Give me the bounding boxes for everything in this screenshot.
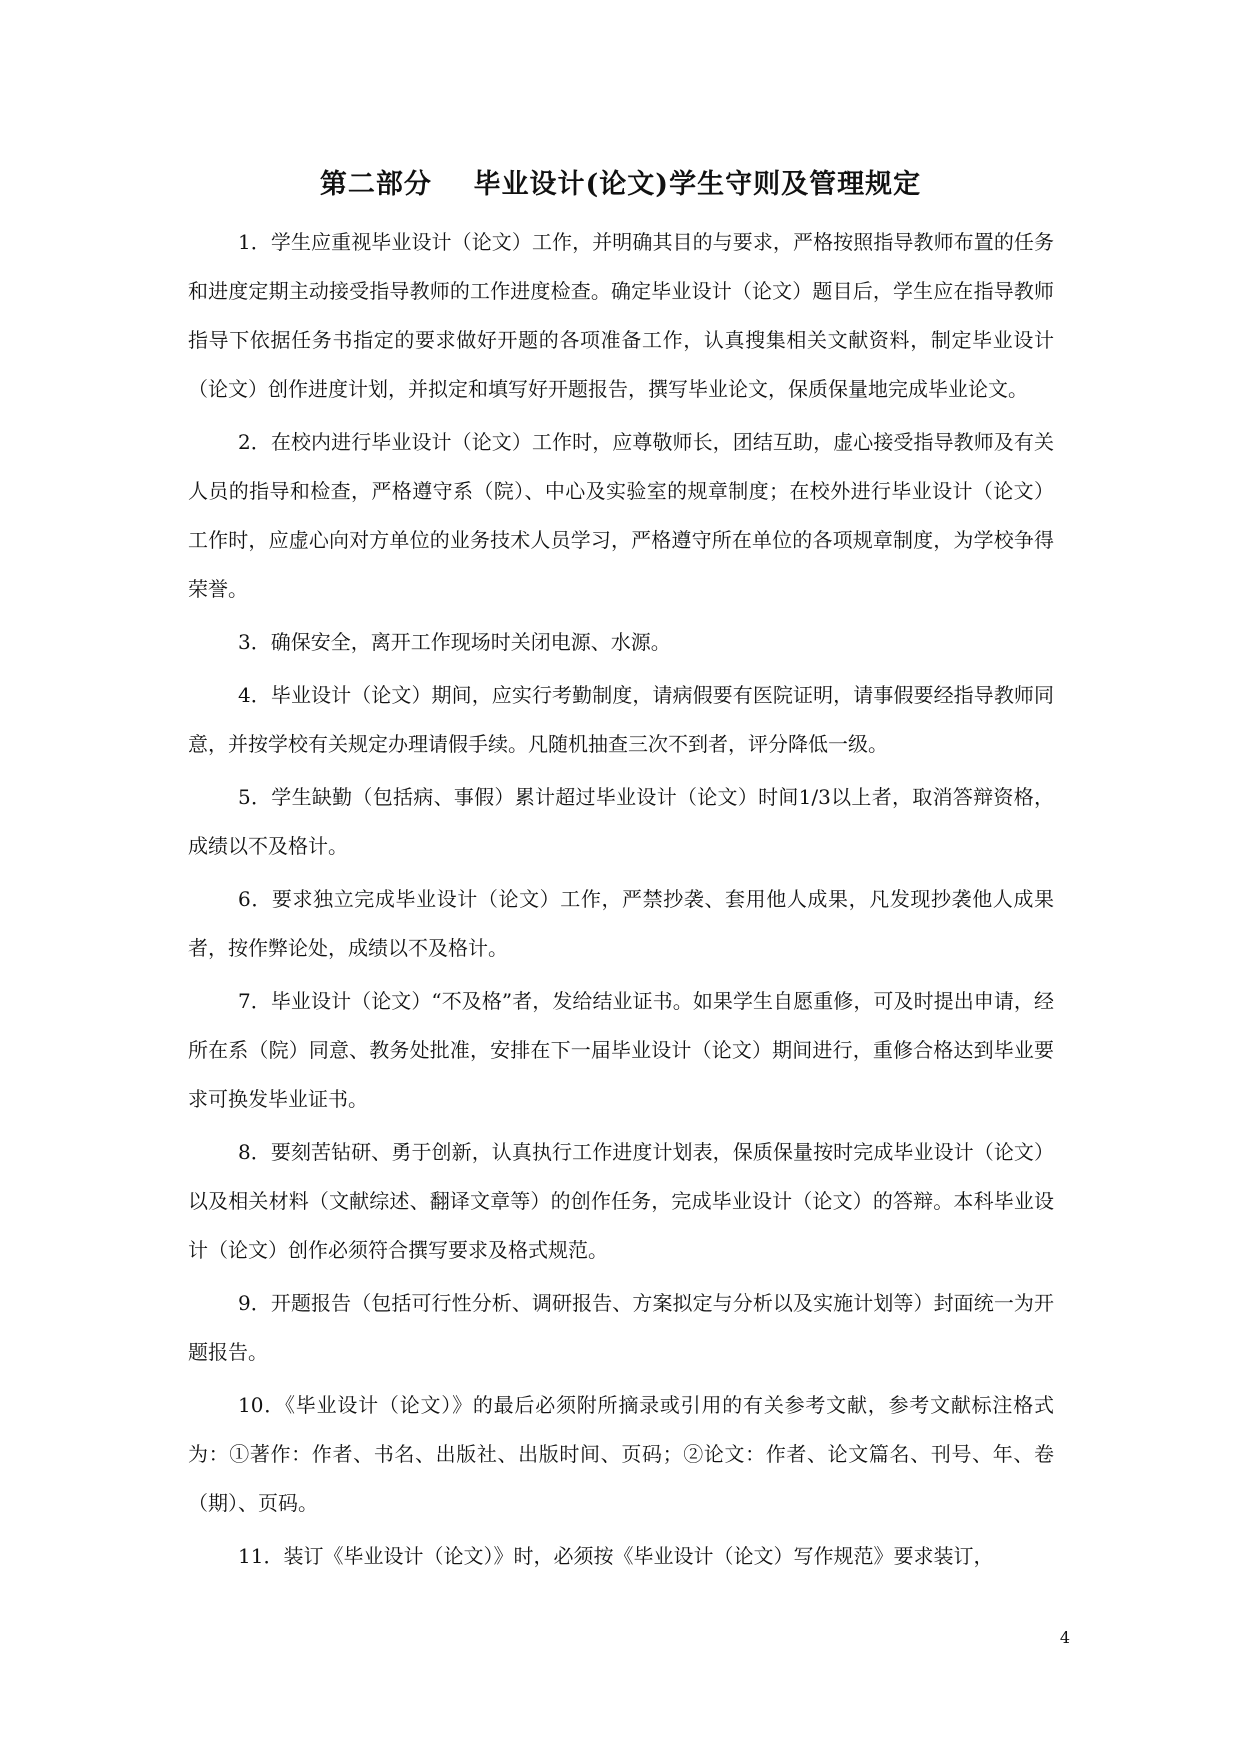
page-title: 第二部分 毕业设计(论文)学生守则及管理规定 <box>319 169 922 200</box>
rule-paragraph-11: 11．装订《毕业设计（论文）》时，必须按《毕业设计（论文）写作规范》要求装订， <box>238 1544 994 1568</box>
page-number: 4 <box>1059 1628 1070 1647</box>
rule-paragraph-5: 5．学生缺勤（包括病、事假）累计超过毕业设计（论文）时间1/3以上者，取消答辩资格，成绩以不及格计。 <box>188 785 1054 858</box>
rule-paragraph-9: 9．开题报告（包括可行性分析、调研报告、方案拟定与分析以及实施计划等）封面统一为开题报告。 <box>188 1291 1054 1364</box>
rule-paragraph-2: 2．在校内进行毕业设计（论文）工作时，应尊敬师长，团结互助，虚心接受指导教师及有关人员的指导和检查，严格遵守系（院）、中心及实验室的规章制度；在校外进行毕业设计（论文）工作时，应虚心向对方单位的业务技术人员学习，严格遵守所在单位的各项规章制度，为学校争得荣誉。 <box>188 430 1054 601</box>
rule-paragraph-3: 3．确保安全，离开工作现场时关闭电源、水源。 <box>238 630 671 654</box>
rule-paragraph-1: 1．学生应重视毕业设计（论文）工作，并明确其目的与要求，严格按照指导教师布置的任务和进度定期主动接受指导教师的工作进度检查。确定毕业设计（论文）题目后，学生应在指导教师指导下依据任务书指定的要求做好开题的各项准备工作，认真搜集相关文献资料，制定毕业设计（论文）创作进度计划，并拟定和填写好开题报告，撰写毕业论文，保质保量地完成毕业论文。 <box>188 230 1054 401</box>
rules-body <box>188 218 1054 1585</box>
rule-paragraph-8: 8．要刻苦钻研、勇于创新，认真执行工作进度计划表，保质保量按时完成毕业设计（论文）以及相关材料（文献综述、翻译文章等）的创作任务，完成毕业设计（论文）的答辩。本科毕业设计（论文）创作必须符合撰写要求及格式规范。 <box>188 1140 1054 1262</box>
rule-paragraph-10: 10．《毕业设计（论文）》的最后必须附所摘录或引用的有关参考文献，参考文献标注格式为：①著作：作者、书名、出版社、出版时间、页码；②论文：作者、论文篇名、刊号、年、卷（期）、页码。 <box>188 1393 1054 1515</box>
rule-paragraph-6: 6．要求独立完成毕业设计（论文）工作，严禁抄袭、套用他人成果，凡发现抄袭他人成果者，按作弊论处，成绩以不及格计。 <box>188 887 1054 960</box>
rule-paragraph-4: 4．毕业设计（论文）期间，应实行考勤制度，请病假要有医院证明，请事假要经指导教师同意，并按学校有关规定办理请假手续。凡随机抽查三次不到者，评分降低一级。 <box>188 683 1054 756</box>
rule-paragraph-7: 7．毕业设计（论文）“不及格”者，发给结业证书。如果学生自愿重修，可及时提出申请，经所在系（院）同意、教务处批准，安排在下一届毕业设计（论文）期间进行，重修合格达到毕业要求可换发毕业证书。 <box>188 989 1054 1111</box>
